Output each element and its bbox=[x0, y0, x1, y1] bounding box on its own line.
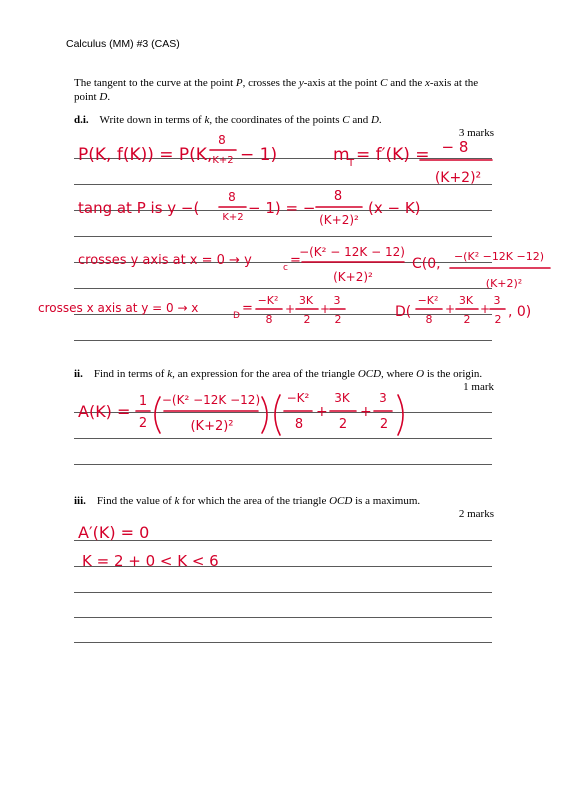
intro-var: P bbox=[235, 77, 243, 89]
intro-text: -axis at the point bbox=[74, 77, 479, 103]
hw-text: tang at P is y −( bbox=[78, 199, 200, 217]
hw-frac-den: (K+2)² bbox=[190, 419, 234, 434]
hw-frac-num: −(K² − 12K − 12) bbox=[299, 245, 405, 259]
hw-text: + bbox=[445, 302, 456, 316]
question-number: ii. bbox=[74, 368, 83, 380]
hw-subscript: T bbox=[348, 158, 355, 169]
hw-subscript: c bbox=[283, 263, 288, 273]
hw-frac-num: 8 bbox=[333, 189, 343, 204]
hw-frac-den: 2 bbox=[494, 313, 502, 326]
hw-text: A(K) = bbox=[78, 402, 131, 421]
hw-frac-num: 3K bbox=[458, 294, 474, 307]
hw-frac-num: 3K bbox=[334, 391, 350, 405]
hw-frac-den: (K+2)² bbox=[319, 213, 359, 227]
hw-frac-num: 8 bbox=[228, 190, 236, 204]
hw-text: m bbox=[333, 145, 350, 165]
hw-paren-close bbox=[262, 397, 267, 433]
question-number: iii. bbox=[74, 495, 86, 507]
hw-text: K = 2 + 0 < K < 6 bbox=[82, 552, 219, 570]
hw-text: A′(K) = 0 bbox=[78, 523, 150, 542]
question-text: for which the area of the triangle bbox=[179, 495, 330, 507]
hw-frac-den: (K+2)² bbox=[333, 270, 373, 284]
intro-var: x bbox=[425, 77, 430, 89]
intro-var: y bbox=[298, 77, 304, 89]
hw-text: − 1) bbox=[240, 145, 278, 165]
question-var: D bbox=[370, 114, 379, 126]
intro-text: . bbox=[107, 91, 111, 103]
hw-text: = f′(K) = bbox=[356, 145, 430, 165]
question-text: Find in terms of bbox=[93, 368, 168, 380]
hw-frac-den: K+2 bbox=[222, 212, 244, 223]
hw-frac-den: 2 bbox=[334, 313, 342, 326]
question-var: OCD bbox=[357, 368, 382, 380]
marks-label: 2 marks bbox=[458, 508, 494, 520]
hw-text: crosses x axis at y = 0 → x bbox=[38, 301, 199, 315]
hw-frac-num: − 8 bbox=[441, 138, 469, 156]
hw-text: , 0) bbox=[508, 304, 532, 320]
marks-label: 3 marks bbox=[458, 127, 494, 139]
hw-frac-num: −(K² −12K −12) bbox=[161, 393, 261, 407]
question-text: , where bbox=[381, 368, 417, 380]
hw-text: crosses y axis at x = 0 → y bbox=[78, 253, 252, 268]
hw-frac-num: −(K² −12K −12) bbox=[453, 250, 545, 263]
hw-text: (x − K) bbox=[368, 199, 421, 217]
question-var: k bbox=[167, 368, 173, 380]
question-text: . bbox=[378, 114, 382, 126]
hw-frac-den: 2 bbox=[463, 313, 471, 326]
question-text: is the origin. bbox=[424, 368, 483, 380]
hw-frac-den: K+2 bbox=[212, 155, 234, 166]
intro-text: and the bbox=[387, 77, 426, 89]
hw-frac-den: 8 bbox=[425, 313, 433, 326]
hw-text: + bbox=[316, 404, 328, 420]
hw-text: = bbox=[242, 301, 253, 316]
hw-frac-num: 3 bbox=[493, 294, 501, 307]
hw-paren-open bbox=[275, 395, 280, 435]
hw-frac-den: 8 bbox=[294, 417, 304, 432]
question-text: and bbox=[349, 114, 371, 126]
hw-text: C(0, bbox=[412, 256, 441, 272]
hw-frac-num: −K² bbox=[417, 294, 439, 307]
marks-label: 1 mark bbox=[463, 381, 494, 393]
question-var: OCD bbox=[329, 495, 353, 507]
hw-frac-num: −K² bbox=[257, 294, 279, 307]
hw-frac-den: 2 bbox=[338, 417, 348, 432]
question-text: , an expression for the area of the triangle bbox=[172, 368, 358, 380]
intro-text: -axis at the point bbox=[303, 77, 381, 89]
hw-text: + bbox=[360, 404, 372, 420]
hw-frac-num: −K² bbox=[286, 391, 310, 405]
hw-frac-num: 3 bbox=[333, 294, 341, 307]
hw-text: − 1) = − bbox=[248, 199, 316, 217]
question-text: is a maximum. bbox=[352, 495, 421, 507]
question-text: Write down in terms of bbox=[99, 114, 205, 126]
hw-frac-den: 2 bbox=[138, 416, 148, 431]
hw-text: + bbox=[285, 302, 296, 316]
hw-frac-den: (K+2)² bbox=[434, 170, 482, 186]
hw-text: + bbox=[480, 302, 491, 316]
hw-frac-num: 8 bbox=[218, 133, 226, 147]
intro-text: , crosses the bbox=[242, 77, 299, 89]
hw-frac-num: 3K bbox=[298, 294, 314, 307]
hw-frac-den: 8 bbox=[265, 313, 273, 326]
question-var: k bbox=[204, 114, 210, 126]
hw-text: P(K, f(K)) = P(K, bbox=[78, 145, 213, 165]
hw-frac-num: 3 bbox=[379, 391, 387, 405]
intro-var: C bbox=[380, 77, 388, 89]
hw-paren-close bbox=[398, 395, 403, 435]
question-var: C bbox=[342, 114, 350, 126]
page-header: Calculus (MM) #3 (CAS) bbox=[66, 38, 180, 50]
hw-frac-den: (K+2)² bbox=[485, 277, 523, 290]
hw-frac-den: 2 bbox=[303, 313, 311, 326]
question-text: , the coordinates of the points bbox=[209, 114, 343, 126]
hw-paren-open bbox=[155, 397, 160, 433]
question-var: k bbox=[174, 495, 180, 507]
hw-frac-den: 2 bbox=[379, 417, 389, 432]
hw-text: = bbox=[290, 253, 301, 268]
hw-subscript: D bbox=[233, 311, 240, 321]
intro-var: D bbox=[99, 91, 108, 103]
hw-frac-num: 1 bbox=[138, 394, 148, 409]
hw-text: D( bbox=[395, 304, 412, 320]
question-number: d.i. bbox=[74, 114, 89, 126]
intro-text: The tangent to the curve at the point bbox=[74, 77, 236, 89]
question-var: O bbox=[416, 368, 425, 380]
hw-text: + bbox=[320, 302, 331, 316]
question-text: Find the value of bbox=[96, 495, 175, 507]
